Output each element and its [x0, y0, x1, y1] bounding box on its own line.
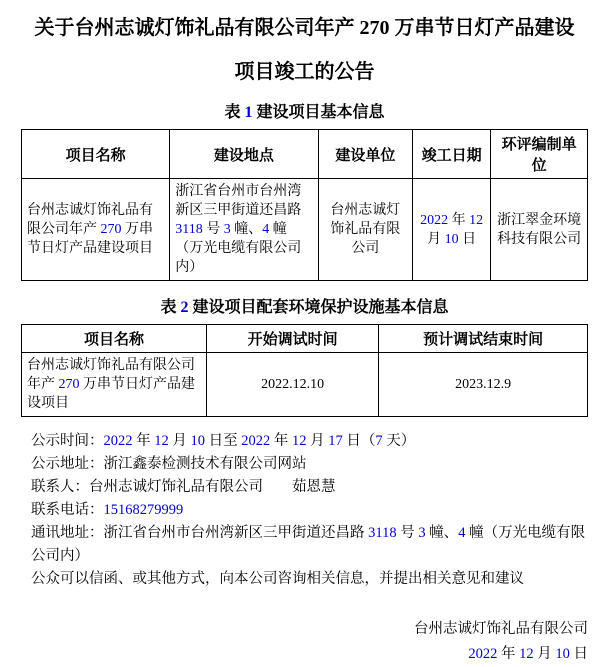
signature-block	[21, 617, 588, 667]
table2-header-debug-end-time: 预计调试结束时间	[379, 325, 588, 353]
table2-env-facilities-info	[21, 324, 588, 417]
page-title	[21, 6, 588, 94]
detail-public-feedback: 公众可以信函、或其他方式，向本公司咨询相关信息，并提出相关意见和建议	[31, 571, 524, 587]
announcement-details	[31, 430, 588, 591]
table1-header-project-name: 项目名称	[22, 130, 170, 179]
table1-header-eia-unit: 环评编制单位	[491, 130, 588, 179]
signature-date: 2022 年 12 月 10 日	[468, 646, 588, 662]
table2-header-row	[22, 325, 588, 353]
detail-publicity-time: 公示时间：2022 年 12 月 10 日至 2022 年 12 月 17 日（7 天）	[31, 433, 416, 449]
table1-project-basic-info	[21, 129, 588, 281]
table2-cell-debug-start-time: 2022.12.10	[207, 353, 379, 417]
table1-header-row	[22, 130, 588, 179]
detail-contact-person: 联系人：台州志诚灯饰礼品有限公司 茹恩慧	[31, 479, 336, 495]
table1-header-completion-date: 竣工日期	[413, 130, 491, 179]
table2-header-debug-start-time: 开始调试时间	[207, 325, 379, 353]
table1-header-construction-unit: 建设单位	[318, 130, 413, 179]
detail-publicity-site: 公示地址：浙江鑫泰检测技术有限公司网站	[31, 456, 307, 472]
table1-cell-completion-date: 2022 年 12 月 10 日	[413, 179, 491, 281]
table1-cell-project-name: 台州志诚灯饰礼品有限公司年产 270 万串节日灯产品建设项目	[22, 179, 170, 281]
table1-cell-construction-unit: 台州志诚灯饰礼品有限公司	[318, 179, 413, 281]
table2-cell-debug-end-time: 2023.12.9	[379, 353, 588, 417]
table1-cell-eia-unit: 浙江翠金环境科技有限公司	[491, 179, 588, 281]
page-title-line2: 项目竣工的公告	[234, 61, 375, 83]
page-title-line1: 关于台州志诚灯饰礼品有限公司年产 270 万串节日灯产品建设	[34, 17, 575, 39]
table1-cell-construction-site: 浙江省台州市台州湾新区三甲街道还昌路 3118 号 3 幢、4 幢（万光电缆有限公司内）	[170, 179, 318, 281]
table1-caption: 表 1 建设项目基本信息	[224, 104, 385, 121]
table2-data-row	[22, 353, 588, 417]
table1-header-construction-site: 建设地点	[170, 130, 318, 179]
table2-caption: 表 2 建设项目配套环境保护设施基本信息	[160, 299, 449, 316]
detail-contact-phone: 联系电话：15168279999	[31, 502, 184, 518]
table1-data-row	[22, 179, 588, 281]
table2-cell-project-name: 台州志诚灯饰礼品有限公司年产 270 万串节日灯产品建设项目	[22, 353, 207, 417]
signature-company: 台州志诚灯饰礼品有限公司	[414, 621, 588, 637]
table2-header-project-name: 项目名称	[22, 325, 207, 353]
detail-mailing-address: 通讯地址：浙江省台州市台州湾新区三甲街道还昌路 3118 号 3 幢、4 幢（万光电缆有限公司内）	[31, 525, 586, 564]
